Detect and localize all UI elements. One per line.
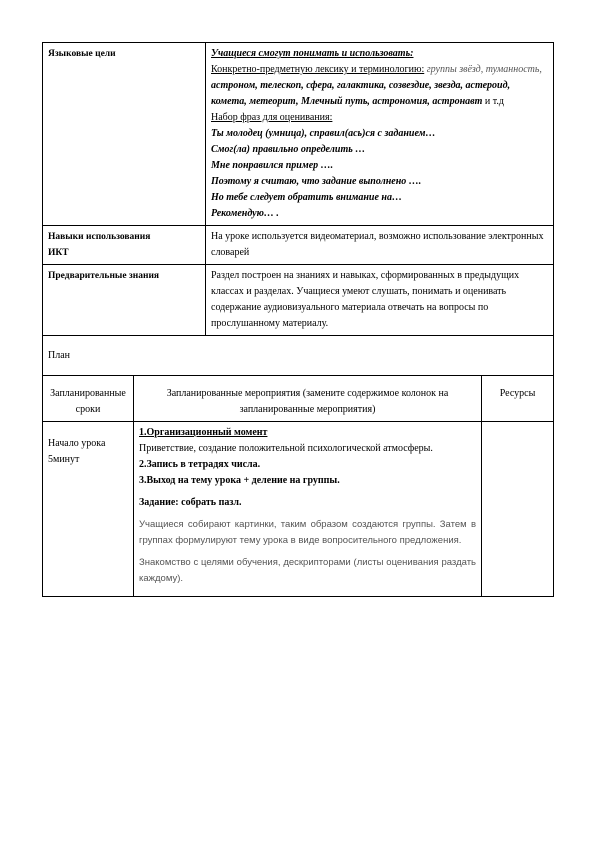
- ict-skills-row: [43, 226, 554, 265]
- step1-text: Приветствие, создание положительной психологической атмосферы.: [139, 443, 433, 454]
- lesson-plan-table: [42, 42, 554, 597]
- language-goals-label: Языковые цели: [43, 43, 206, 226]
- phrase-item: Но тебе следует обратить внимание на…: [211, 192, 402, 203]
- stage-time-cell: [43, 422, 134, 597]
- phrases-intro: Набор фраз для оценивания:: [211, 112, 333, 123]
- step2: 2.Запись в тетрадях числа.: [139, 459, 261, 470]
- vocabulary-intro: Конкретно-предметную лексику и терминологию:: [211, 64, 425, 75]
- task-heading: Задание: собрать пазл.: [139, 497, 242, 508]
- language-goals-heading: Учащиеся смогут понимать и использовать:: [211, 48, 414, 59]
- vocabulary-paragraph: [211, 62, 548, 110]
- stage-activities-cell: [134, 422, 482, 597]
- phrase-item: Рекомендую… .: [211, 208, 279, 219]
- step1-title: 1.Организационный момент: [139, 427, 268, 438]
- vocabulary-terms: астроном, телескоп, сфера, галактика, созвездие, звезда, астероид, комета, метеорит, Млечный путь, астрономия, астронавт: [211, 80, 511, 107]
- plan-label: План: [43, 336, 554, 376]
- ict-skills-label: [43, 226, 206, 265]
- prior-knowledge-row: [43, 265, 554, 336]
- phrase-item: Поэтому я считаю, что задание выполнено ….: [211, 176, 422, 187]
- plan-row: [43, 336, 554, 376]
- language-goals-content: [206, 43, 554, 226]
- ict-label-line1: Навыки использования: [48, 232, 151, 242]
- lesson-start-row: [43, 422, 554, 597]
- phrase-item: Смог(ла) правильно определить …: [211, 144, 366, 155]
- phrase-item: Мне понравился пример ….: [211, 160, 334, 171]
- header-resources: Ресурсы: [482, 376, 554, 422]
- plan-header-row: [43, 376, 554, 422]
- stage-time-line2: 5минут: [48, 454, 80, 465]
- task-paragraph-1: Учащиеся собирают картинки, таким образом создаются группы. Затем в группах формулируют тему урока в виде вопросительного предложения.: [139, 519, 476, 546]
- header-planned-time: Запланированные сроки: [43, 376, 134, 422]
- prior-knowledge-label: Предварительные знания: [43, 265, 206, 336]
- step3: 3.Выход на тему урока + деление на группы.: [139, 475, 340, 486]
- ict-skills-content: На уроке используется видеоматериал, возможно использование электронных словарей: [206, 226, 554, 265]
- phrase-item: Ты молодец (умница), справил(ась)ся с заданием…: [211, 128, 436, 139]
- vocabulary-end: и т.д: [484, 96, 504, 107]
- ict-label-line2: ИКТ: [48, 248, 69, 258]
- stage-resources-cell: [482, 422, 554, 597]
- header-planned-activities: Запланированные мероприятия (замените содержимое колонок на запланированные мероприятия): [134, 376, 482, 422]
- prior-knowledge-content: Раздел построен на знаниях и навыках, сформированных в предыдущих классах и разделах. Учащиеся умеют слушать, понимать и оценивать содержание аудиовизуального материала отвечать на вопросы по прослушанному материалу.: [206, 265, 554, 336]
- task-paragraph-2: Знакомство с целями обучения, дескрипторами (листы оценивания раздать каждому).: [139, 557, 476, 584]
- vocabulary-gray-terms: группы звёзд, туманность,: [426, 64, 542, 75]
- stage-time-line1: Начало урока: [48, 438, 106, 449]
- language-goals-row: [43, 43, 554, 226]
